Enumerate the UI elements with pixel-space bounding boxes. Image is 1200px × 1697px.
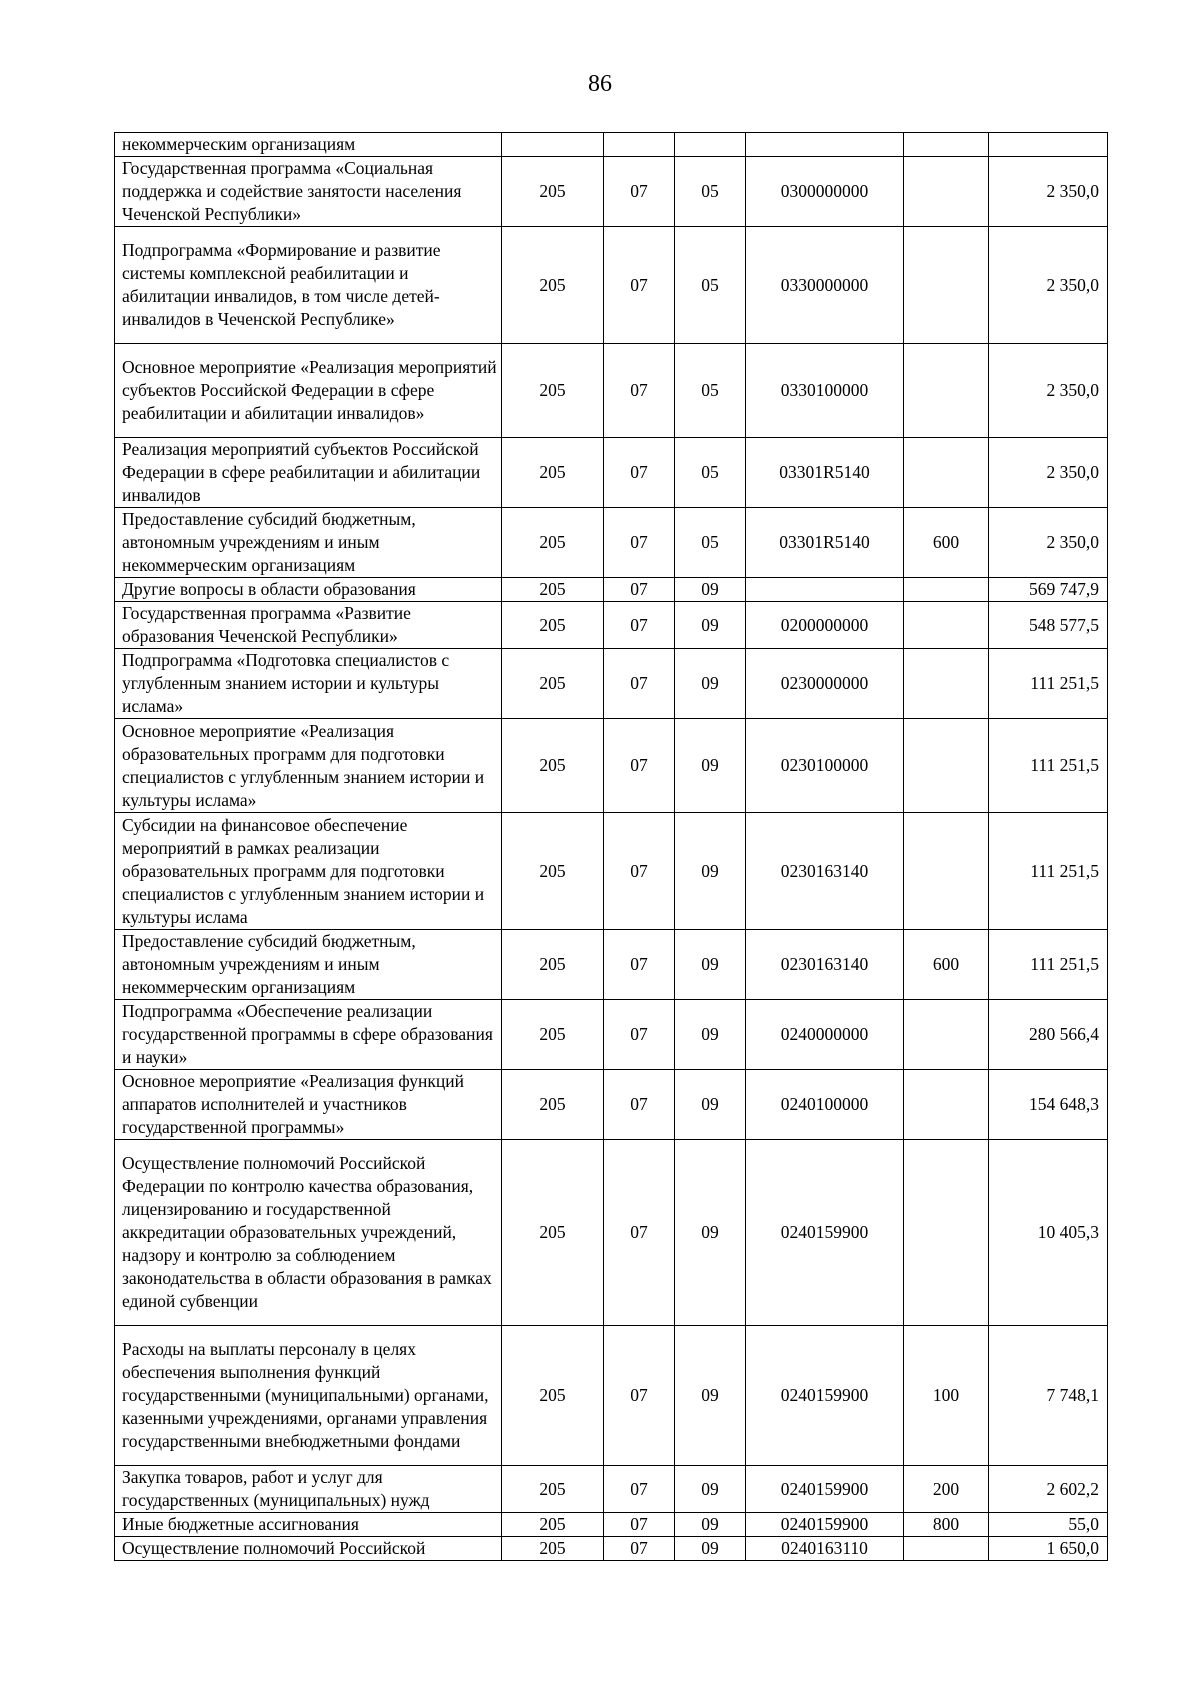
row-grbs: 205 <box>502 1466 604 1513</box>
row-grbs: 205 <box>502 1000 604 1070</box>
row-amount: 2 350,0 <box>989 344 1108 438</box>
row-name: Подпрограмма «Подготовка специалистов с углубленным знанием истории и культуры ислама» <box>115 649 502 719</box>
row-target-code: 0240163110 <box>746 1537 904 1561</box>
row-grbs: 205 <box>502 578 604 602</box>
row-grbs: 205 <box>502 1326 604 1466</box>
row-expense-type <box>904 649 989 719</box>
row-target-code: 0230100000 <box>746 719 904 813</box>
row-name: Расходы на выплаты персоналу в целях обеспечения выполнения функций государственными (муниципальными) органами, казенными учреждениями, органами управления государственными внебюджетными фондами <box>115 1326 502 1466</box>
row-expense-type <box>904 1140 989 1326</box>
row-expense-type <box>904 719 989 813</box>
row-grbs: 205 <box>502 1070 604 1140</box>
row-subsection: 09 <box>675 1537 746 1561</box>
table-row <box>115 719 1108 813</box>
table-row <box>115 1140 1108 1326</box>
row-subsection: 09 <box>675 1070 746 1140</box>
table-row <box>115 578 1108 602</box>
row-name: Иные бюджетные ассигнования <box>115 1513 502 1537</box>
row-name: Закупка товаров, работ и услуг для государственных (муниципальных) нужд <box>115 1466 502 1513</box>
row-grbs: 205 <box>502 930 604 1000</box>
row-section: 07 <box>604 227 675 344</box>
table-row <box>115 930 1108 1000</box>
row-subsection: 05 <box>675 508 746 578</box>
row-subsection: 09 <box>675 578 746 602</box>
row-section: 07 <box>604 602 675 649</box>
row-section <box>604 133 675 157</box>
row-target-code: 0230163140 <box>746 930 904 1000</box>
row-grbs: 205 <box>502 227 604 344</box>
row-target-code: 03301R5140 <box>746 508 904 578</box>
row-target-code: 0330100000 <box>746 344 904 438</box>
row-expense-type <box>904 1000 989 1070</box>
table-row <box>115 133 1108 157</box>
row-target-code: 0240159900 <box>746 1326 904 1466</box>
row-subsection: 05 <box>675 344 746 438</box>
row-subsection: 05 <box>675 227 746 344</box>
row-grbs: 205 <box>502 1537 604 1561</box>
row-subsection: 09 <box>675 719 746 813</box>
row-grbs: 205 <box>502 1513 604 1537</box>
row-grbs <box>502 133 604 157</box>
row-expense-type <box>904 157 989 227</box>
row-target-code: 0200000000 <box>746 602 904 649</box>
row-target-code: 0240000000 <box>746 1000 904 1070</box>
row-grbs: 205 <box>502 438 604 508</box>
row-amount: 548 577,5 <box>989 602 1108 649</box>
row-target-code <box>746 133 904 157</box>
row-subsection: 05 <box>675 157 746 227</box>
table-row <box>115 1537 1108 1561</box>
row-expense-type <box>904 438 989 508</box>
row-target-code: 0240159900 <box>746 1466 904 1513</box>
row-name: Основное мероприятие «Реализация образовательных программ для подготовки специалистов с углубленным знанием истории и культуры ислама» <box>115 719 502 813</box>
row-amount: 569 747,9 <box>989 578 1108 602</box>
row-grbs: 205 <box>502 813 604 930</box>
row-grbs: 205 <box>502 1140 604 1326</box>
row-expense-type: 100 <box>904 1326 989 1466</box>
row-name: Основное мероприятие «Реализация функций аппаратов исполнителей и участников государственной программы» <box>115 1070 502 1140</box>
row-name: Субсидии на финансовое обеспечение мероприятий в рамках реализации образовательных программ для подготовки специалистов с углубленным знанием истории и культуры ислама <box>115 813 502 930</box>
row-subsection: 05 <box>675 438 746 508</box>
row-grbs: 205 <box>502 719 604 813</box>
row-amount: 2 602,2 <box>989 1466 1108 1513</box>
row-section: 07 <box>604 930 675 1000</box>
budget-table <box>114 132 1108 1561</box>
row-amount: 154 648,3 <box>989 1070 1108 1140</box>
table-row <box>115 508 1108 578</box>
row-name: Другие вопросы в области образования <box>115 578 502 602</box>
row-subsection: 09 <box>675 1466 746 1513</box>
row-amount: 2 350,0 <box>989 438 1108 508</box>
row-target-code: 0330000000 <box>746 227 904 344</box>
row-name: Осуществление полномочий Российской Федерации по контролю качества образования, лицензированию и государственной аккредитации образовательных учреждений, надзору и контролю за соблюдением законодательства в области образования в рамках единой субвенции <box>115 1140 502 1326</box>
row-section: 07 <box>604 578 675 602</box>
row-subsection: 09 <box>675 1513 746 1537</box>
row-name: Осуществление полномочий Российской <box>115 1537 502 1561</box>
row-section: 07 <box>604 157 675 227</box>
row-amount: 10 405,3 <box>989 1140 1108 1326</box>
row-amount: 1 650,0 <box>989 1537 1108 1561</box>
row-expense-type: 600 <box>904 930 989 1000</box>
row-target-code: 0230163140 <box>746 813 904 930</box>
table-row <box>115 157 1108 227</box>
table-row <box>115 1070 1108 1140</box>
row-target-code: 0230000000 <box>746 649 904 719</box>
row-name: некоммерческим организациям <box>115 133 502 157</box>
row-expense-type <box>904 578 989 602</box>
row-expense-type <box>904 1070 989 1140</box>
row-expense-type <box>904 227 989 344</box>
row-section: 07 <box>604 508 675 578</box>
row-section: 07 <box>604 1140 675 1326</box>
row-section: 07 <box>604 1513 675 1537</box>
row-name: Предоставление субсидий бюджетным, автономным учреждениям и иным некоммерческим организациям <box>115 930 502 1000</box>
table-row <box>115 1513 1108 1537</box>
row-target-code: 0300000000 <box>746 157 904 227</box>
row-expense-type <box>904 133 989 157</box>
row-subsection: 09 <box>675 649 746 719</box>
row-subsection <box>675 133 746 157</box>
row-section: 07 <box>604 1070 675 1140</box>
row-section: 07 <box>604 649 675 719</box>
row-expense-type <box>904 813 989 930</box>
row-target-code: 03301R5140 <box>746 438 904 508</box>
row-section: 07 <box>604 1466 675 1513</box>
row-expense-type: 200 <box>904 1466 989 1513</box>
row-section: 07 <box>604 344 675 438</box>
table-row <box>115 1000 1108 1070</box>
row-grbs: 205 <box>502 602 604 649</box>
row-amount: 2 350,0 <box>989 157 1108 227</box>
table-row <box>115 1326 1108 1466</box>
row-section: 07 <box>604 438 675 508</box>
table-row <box>115 813 1108 930</box>
row-expense-type <box>904 602 989 649</box>
row-grbs: 205 <box>502 508 604 578</box>
row-subsection: 09 <box>675 813 746 930</box>
row-grbs: 205 <box>502 649 604 719</box>
row-section: 07 <box>604 719 675 813</box>
row-expense-type: 600 <box>904 508 989 578</box>
table-row <box>115 438 1108 508</box>
row-target-code <box>746 578 904 602</box>
row-name: Подпрограмма «Обеспечение реализации государственной программы в сфере образования и науки» <box>115 1000 502 1070</box>
row-amount: 55,0 <box>989 1513 1108 1537</box>
row-name: Государственная программа «Развитие образования Чеченской Республики» <box>115 602 502 649</box>
row-subsection: 09 <box>675 930 746 1000</box>
table-row <box>115 344 1108 438</box>
table-row <box>115 1466 1108 1513</box>
row-name: Государственная программа «Социальная поддержка и содействие занятости населения Чеченской Республики» <box>115 157 502 227</box>
row-grbs: 205 <box>502 157 604 227</box>
row-amount: 7 748,1 <box>989 1326 1108 1466</box>
row-subsection: 09 <box>675 1326 746 1466</box>
row-amount: 280 566,4 <box>989 1000 1108 1070</box>
row-name: Реализация мероприятий субъектов Российской Федерации в сфере реабилитации и абилитации инвалидов <box>115 438 502 508</box>
page-number: 86 <box>588 71 612 97</box>
row-amount: 111 251,5 <box>989 719 1108 813</box>
row-section: 07 <box>604 1326 675 1466</box>
row-grbs: 205 <box>502 344 604 438</box>
row-subsection: 09 <box>675 1000 746 1070</box>
row-section: 07 <box>604 1000 675 1070</box>
table-row <box>115 649 1108 719</box>
row-amount: 111 251,5 <box>989 649 1108 719</box>
row-amount <box>989 133 1108 157</box>
row-subsection: 09 <box>675 1140 746 1326</box>
row-section: 07 <box>604 1537 675 1561</box>
row-name: Подпрограмма «Формирование и развитие системы комплексной реабилитации и абилитации инвалидов, в том числе детей-инвалидов в Чеченской Республике» <box>115 227 502 344</box>
table-row <box>115 602 1108 649</box>
table-row <box>115 227 1108 344</box>
row-target-code: 0240159900 <box>746 1140 904 1326</box>
row-amount: 2 350,0 <box>989 227 1108 344</box>
row-amount: 111 251,5 <box>989 813 1108 930</box>
row-target-code: 0240159900 <box>746 1513 904 1537</box>
row-amount: 111 251,5 <box>989 930 1108 1000</box>
row-expense-type <box>904 1537 989 1561</box>
row-name: Предоставление субсидий бюджетным, автономным учреждениям и иным некоммерческим организациям <box>115 508 502 578</box>
row-amount: 2 350,0 <box>989 508 1108 578</box>
row-expense-type <box>904 344 989 438</box>
row-subsection: 09 <box>675 602 746 649</box>
row-section: 07 <box>604 813 675 930</box>
row-target-code: 0240100000 <box>746 1070 904 1140</box>
row-name: Основное мероприятие «Реализация мероприятий субъектов Российской Федерации в сфере реабилитации и абилитации инвалидов» <box>115 344 502 438</box>
row-expense-type: 800 <box>904 1513 989 1537</box>
